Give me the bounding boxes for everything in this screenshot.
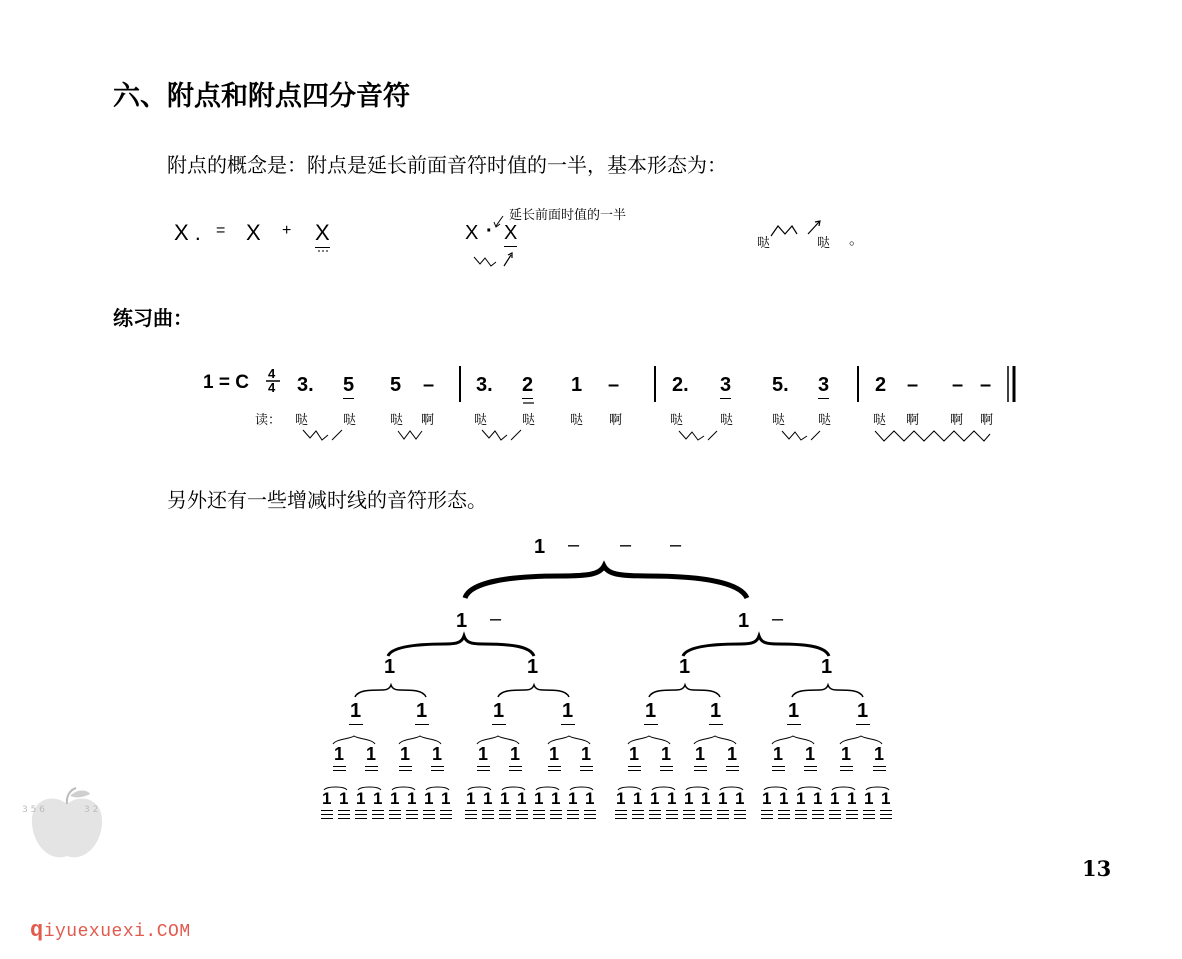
note-m3-1: 2. <box>672 374 689 396</box>
tree-thirty-second-note: 1 <box>356 789 366 808</box>
tie-mark <box>358 787 381 790</box>
tree-thirty-second-note: 1 <box>650 789 660 808</box>
note-m3-2: 3 <box>720 374 731 399</box>
syllable-m4-4: 啊 <box>980 413 994 428</box>
tree-quarter-note: 1 <box>527 656 539 678</box>
tree-thirty-second-note: 1 <box>585 789 595 808</box>
tree-thirty-second-note: 1 <box>551 789 561 808</box>
syllable-m1-2: 哒 <box>343 413 357 428</box>
note-m1-1: 3. <box>297 374 314 396</box>
tree-sixteenth-note: 1 <box>432 744 443 764</box>
tree-quarter-note: 1 <box>679 656 691 678</box>
tree-thirty-second-note: 1 <box>322 789 332 808</box>
tree-eighth-note: 1 <box>857 700 869 722</box>
tree-sixteenth-note: 1 <box>581 744 592 764</box>
tree-half-dash-right: – <box>772 608 784 630</box>
syllable-m2-1: 哒 <box>474 413 488 428</box>
equals-sign: = <box>216 222 226 239</box>
tie-mark <box>686 787 709 790</box>
sentence-end-mark: 。 <box>849 230 865 248</box>
plus-sign: + <box>282 222 292 239</box>
tree-thirty-second-note: 1 <box>466 789 476 808</box>
tree-thirty-second-note: 1 <box>684 789 694 808</box>
tree-half-note-right: 1 <box>738 610 750 632</box>
tree-thirty-second-note: 1 <box>847 789 857 808</box>
tree-thirty-second-note: 1 <box>339 789 349 808</box>
note-m4-1: 2 <box>875 374 887 396</box>
tree-half-dash-left: – <box>490 608 502 630</box>
tree-whole-dash-1: – <box>568 534 580 556</box>
tree-thirty-second-note: 1 <box>830 789 840 808</box>
tie-mark <box>536 787 559 790</box>
demo-caption: 延长前面时值的一半 <box>509 208 627 223</box>
x-dot-note: X . <box>174 220 201 245</box>
syllable-m2-2: 哒 <box>522 413 536 428</box>
tree-thirty-second-note: 1 <box>616 789 626 808</box>
da-syllable-2: 哒 <box>817 236 831 251</box>
syllable-m3-4: 哒 <box>818 413 832 428</box>
note-m1-3: 5 <box>390 374 402 396</box>
tree-sixteenth-note: 1 <box>510 744 521 764</box>
note-m1-2: 5 <box>343 374 354 399</box>
tree-half-note-left: 1 <box>456 610 468 632</box>
tie-mark <box>764 787 787 790</box>
note-m3-4: 3 <box>818 374 829 399</box>
tie-mark <box>720 787 743 790</box>
syllable-m3-3: 哒 <box>772 413 786 428</box>
watermark-first-letter: q <box>30 918 44 943</box>
tree-sixteenth-note: 1 <box>874 744 885 764</box>
tree-eighth-note: 1 <box>416 700 428 722</box>
paragraph-duration-lines: 另外还有一些增减时线的音符形态。 <box>167 488 487 512</box>
tree-sixteenth-note: 1 <box>661 744 672 764</box>
note-m2-2: 2 <box>522 374 533 399</box>
tree-thirty-second-note: 1 <box>779 789 789 808</box>
read-label: 读： <box>255 413 282 428</box>
syllable-m2-4: 啊 <box>609 413 623 428</box>
tree-thirty-second-note: 1 <box>424 789 434 808</box>
tree-thirty-second-note: 1 <box>441 789 451 808</box>
svg-text:3 5 6: 3 5 6 <box>22 805 45 815</box>
note-m1-4: – <box>423 374 435 396</box>
tree-thirty-second-note: 1 <box>796 789 806 808</box>
tree-sixteenth-note: 1 <box>773 744 784 764</box>
tree-sixteenth-note: 1 <box>695 744 706 764</box>
tree-sixteenth-note: 1 <box>841 744 852 764</box>
tree-eighth-note: 1 <box>493 700 505 722</box>
tie-mark <box>832 787 855 790</box>
syllable-m1-1: 哒 <box>295 413 309 428</box>
svg-text:3 2: 3 2 <box>84 805 99 815</box>
tree-thirty-second-note: 1 <box>633 789 643 808</box>
tree-thirty-second-note: 1 <box>864 789 874 808</box>
tree-whole-dash-2: – <box>620 534 632 556</box>
tree-eighth-note: 1 <box>562 700 574 722</box>
syllable-m4-1: 哒 <box>873 413 887 428</box>
tree-thirty-second-note: 1 <box>500 789 510 808</box>
note-m4-2: – <box>907 374 919 396</box>
da-syllable-1: 哒 <box>757 236 771 251</box>
tree-thirty-second-note: 1 <box>568 789 578 808</box>
tie-mark <box>866 787 889 790</box>
tree-thirty-second-note: 1 <box>390 789 400 808</box>
syllable-m1-4: 啊 <box>421 413 435 428</box>
tree-sixteenth-note: 1 <box>334 744 345 764</box>
tree-sixteenth-note: 1 <box>400 744 411 764</box>
tree-sixteenth-note: 1 <box>727 744 738 764</box>
demo-x-right: X <box>504 222 517 247</box>
demo-dot: · <box>486 220 493 242</box>
watermark-rest: iyuexuexi.COM <box>43 922 191 942</box>
x-eighth-note: X <box>315 220 330 248</box>
paragraph-dotted-concept: 附点的概念是：附点是延长前面音符时值的一半，基本形态为： <box>167 153 727 177</box>
tree-sixteenth-note: 1 <box>478 744 489 764</box>
tree-thirty-second-note: 1 <box>701 789 711 808</box>
tree-thirty-second-note: 1 <box>881 789 891 808</box>
page-number: 13 <box>1082 856 1112 881</box>
note-m3-3: 5. <box>772 374 789 396</box>
tie-mark <box>618 787 641 790</box>
tie-mark <box>652 787 675 790</box>
note-m2-4: – <box>608 374 620 396</box>
tree-thirty-second-note: 1 <box>534 789 544 808</box>
syllable-m3-1: 哒 <box>670 413 684 428</box>
tree-eighth-note: 1 <box>645 700 657 722</box>
syllable-m3-2: 哒 <box>720 413 734 428</box>
tree-thirty-second-note: 1 <box>735 789 745 808</box>
tie-mark <box>798 787 821 790</box>
tree-thirty-second-note: 1 <box>373 789 383 808</box>
practice-label: 练习曲： <box>113 306 193 330</box>
note-m2-3: 1 <box>571 374 583 396</box>
tree-sixteenth-note: 1 <box>805 744 816 764</box>
syllable-m4-2: 啊 <box>906 413 920 428</box>
tree-whole-dash-3: – <box>670 534 682 556</box>
tree-sixteenth-note: 1 <box>366 744 377 764</box>
tree-quarter-note: 1 <box>384 656 396 678</box>
syllable-m4-3: 啊 <box>950 413 964 428</box>
tree-eighth-note: 1 <box>788 700 800 722</box>
time-signature-top: 4 <box>268 366 276 381</box>
tree-quarter-note: 1 <box>821 656 833 678</box>
tie-mark <box>324 787 347 790</box>
tree-whole-note: 1 <box>534 536 546 558</box>
note-m2-1: 3. <box>476 374 493 396</box>
tree-eighth-note: 1 <box>710 700 722 722</box>
tie-mark <box>426 787 449 790</box>
tree-thirty-second-note: 1 <box>813 789 823 808</box>
note-m4-3: – <box>952 374 964 396</box>
tree-thirty-second-note: 1 <box>667 789 677 808</box>
tree-thirty-second-note: 1 <box>517 789 527 808</box>
tie-mark <box>468 787 491 790</box>
tie-mark <box>392 787 415 790</box>
tie-mark <box>570 787 593 790</box>
key-signature: 1 = C <box>203 372 249 393</box>
syllable-m2-3: 哒 <box>570 413 584 428</box>
tree-thirty-second-note: 1 <box>483 789 493 808</box>
syllable-m1-3: 哒 <box>390 413 404 428</box>
tree-thirty-second-note: 1 <box>407 789 417 808</box>
tree-eighth-note: 1 <box>350 700 362 722</box>
x-quarter-note: X <box>246 220 261 245</box>
note-m4-4: – <box>980 374 992 396</box>
section-heading: 六、附点和附点四分音符 <box>113 81 410 112</box>
demo-x-left: X <box>465 222 479 244</box>
tree-thirty-second-note: 1 <box>718 789 728 808</box>
time-signature-bottom: 4 <box>268 380 276 395</box>
tree-sixteenth-note: 1 <box>629 744 640 764</box>
tree-thirty-second-note: 1 <box>762 789 772 808</box>
tie-mark <box>502 787 525 790</box>
tree-sixteenth-note: 1 <box>549 744 560 764</box>
